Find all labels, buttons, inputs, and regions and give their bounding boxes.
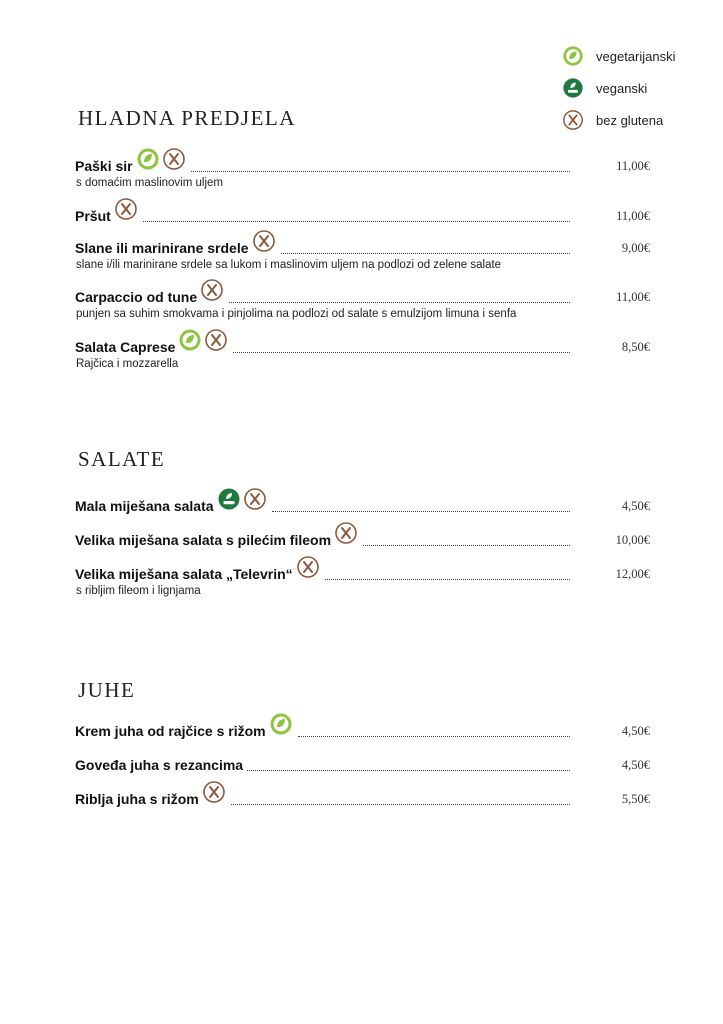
item-icons	[268, 726, 294, 736]
vegetarian-icon	[269, 712, 293, 736]
menu-item	[75, 563, 650, 597]
dot-leader	[247, 758, 570, 771]
gluten-free-icon	[200, 278, 224, 302]
legend-item-gluten-free	[562, 104, 676, 136]
item-icons	[201, 794, 227, 804]
gluten-free-icon	[114, 197, 138, 221]
item-icons	[135, 161, 187, 171]
legend-label: bez glutena	[596, 112, 664, 128]
item-icons	[251, 243, 277, 253]
item-description: Rajčica i mozzarella	[76, 358, 179, 370]
item-icons	[295, 569, 321, 579]
item-name: Riblja juha s rižom	[75, 791, 199, 807]
item-price: 11,00€	[616, 208, 650, 223]
vegetarian-icon	[562, 45, 584, 67]
dot-leader	[272, 499, 570, 512]
dot-leader	[191, 159, 570, 172]
gluten-free-icon	[562, 109, 584, 131]
gluten-free-icon	[252, 229, 276, 253]
gluten-free-icon	[243, 487, 267, 511]
dot-leader	[325, 567, 570, 580]
item-description: s domaćim maslinovim uljem	[76, 177, 223, 189]
item-name: Pršut	[75, 208, 111, 224]
item-name: Velika miješana salata s pilećim fileom	[75, 532, 332, 548]
menu-item	[75, 286, 650, 320]
dietary-legend	[562, 40, 676, 136]
legend-item-vegan	[562, 72, 676, 104]
item-price: 9,00€	[621, 240, 650, 255]
item-description: s ribljim fileom i lignjama	[76, 585, 201, 597]
item-description: punjen sa suhim smokvama i pinjolima na podlozi od salate s emulzijom limuna i senfa	[76, 308, 517, 320]
item-name: Goveđa juha s rezancima	[75, 757, 244, 773]
item-description: slane i/ili marinirane srdele sa lukom i maslinovim uljem na podlozi od zelene salate	[76, 259, 502, 271]
item-icons	[113, 211, 139, 221]
dot-leader	[281, 241, 570, 254]
menu-item	[75, 155, 650, 189]
item-price: 5,50€	[621, 791, 650, 806]
item-price: 4,50€	[621, 723, 650, 738]
item-name: Slane ili marinirane srdele	[75, 240, 249, 256]
item-price: 8,50€	[621, 339, 650, 354]
item-name: Paški sir	[75, 158, 133, 174]
gluten-free-icon	[204, 328, 228, 352]
dot-leader	[298, 724, 570, 737]
item-name: Mala miješana salata	[75, 498, 214, 514]
legend-label: vegetarijanski	[596, 48, 676, 64]
menu-item	[75, 237, 650, 271]
dot-leader	[363, 533, 570, 546]
menu-item	[75, 336, 650, 370]
item-icons	[199, 292, 225, 302]
dot-leader	[143, 209, 570, 222]
dot-leader	[231, 792, 570, 805]
vegetarian-icon	[178, 328, 202, 352]
item-name: Salata Caprese	[75, 339, 176, 355]
item-price: 11,00€	[616, 289, 650, 304]
gluten-free-icon	[162, 147, 186, 171]
dot-leader	[233, 340, 570, 353]
gluten-free-icon	[296, 555, 320, 579]
legend-label: veganski	[596, 80, 648, 96]
menu-item	[75, 529, 650, 551]
section-title-salads: SALATE	[78, 447, 166, 471]
item-icons	[333, 535, 359, 545]
legend-item-vegetarian	[562, 40, 676, 72]
menu-item	[75, 205, 650, 227]
item-name: Krem juha od rajčice s rižom	[75, 723, 266, 739]
menu-item	[75, 788, 650, 810]
item-name: Carpaccio od tune	[75, 289, 198, 305]
item-name: Velika miješana salata „Televrin“	[75, 566, 293, 582]
section-title-soups: JUHE	[78, 678, 136, 702]
vegan-icon	[562, 77, 584, 99]
vegetarian-icon	[136, 147, 160, 171]
section-title-cold-starters: HLADNA PREDJELA	[78, 106, 296, 130]
item-price: 4,50€	[621, 498, 650, 513]
item-icons	[177, 342, 229, 352]
item-price: 10,00€	[615, 532, 650, 547]
vegan-icon	[217, 487, 241, 511]
menu-item	[75, 495, 650, 517]
dot-leader	[229, 290, 570, 303]
gluten-free-icon	[202, 780, 226, 804]
item-icons	[216, 501, 268, 511]
menu-item	[75, 754, 650, 776]
item-price: 4,50€	[621, 757, 650, 772]
gluten-free-icon	[334, 521, 358, 545]
item-price: 12,00€	[615, 566, 650, 581]
menu-item	[75, 720, 650, 742]
item-price: 11,00€	[616, 158, 650, 173]
